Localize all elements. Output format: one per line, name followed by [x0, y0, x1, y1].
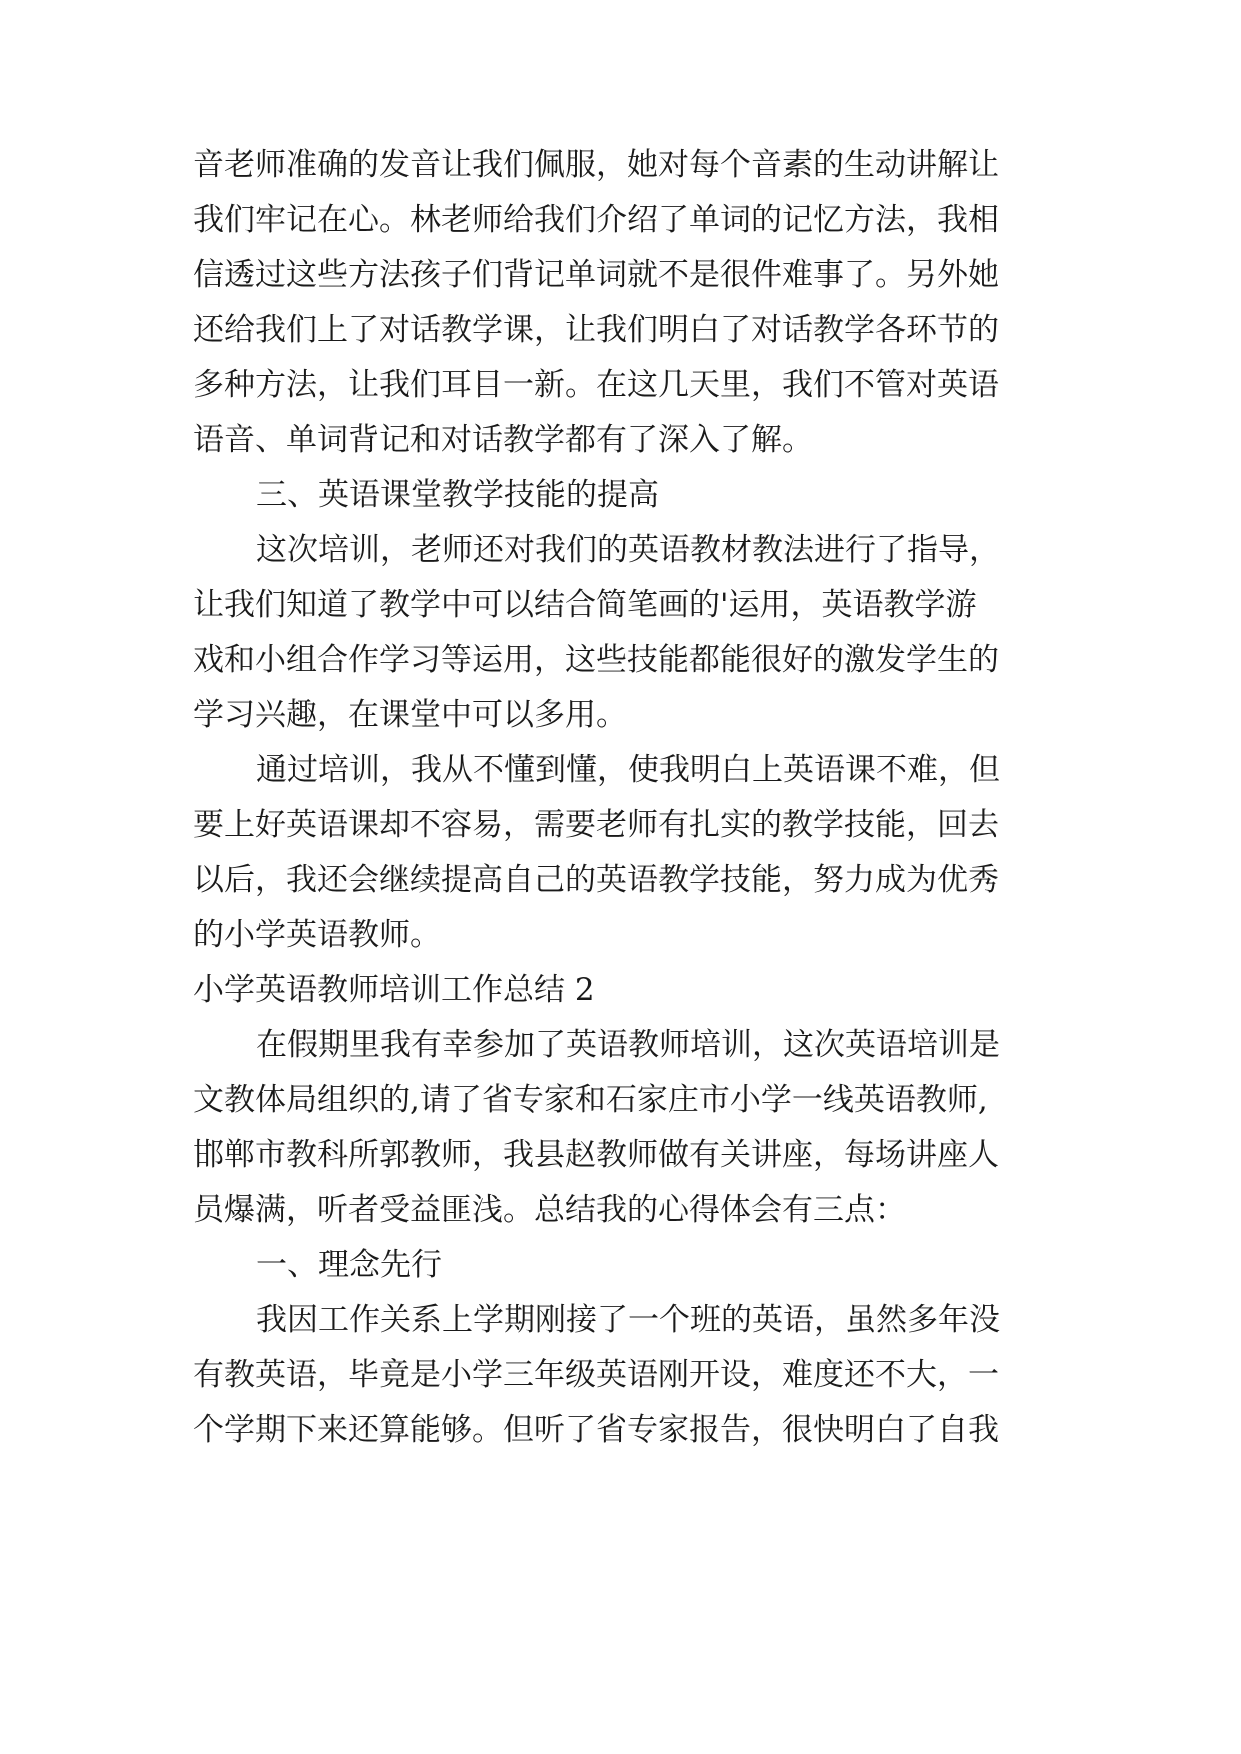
paragraph-line: 有教英语，毕竟是小学三年级英语刚开设，难度还不大，一	[193, 1357, 999, 1393]
paragraph-line: 学习兴趣，在课堂中可以多用。	[193, 697, 627, 733]
section-heading: 三、英语课堂教学技能的提高	[256, 477, 659, 513]
paragraph-line: 音老师准确的发音让我们佩服，她对每个音素的生动讲解让	[193, 147, 999, 183]
section-heading: 一、理念先行	[256, 1247, 442, 1283]
paragraph-line: 员爆满，听者受益匪浅。总结我的心得体会有三点：	[193, 1192, 906, 1228]
paragraph-line: 要上好英语课却不容易，需要老师有扎实的教学技能，回去	[193, 807, 999, 843]
paragraph-line: 以后，我还会继续提高自己的英语教学技能，努力成为优秀	[193, 862, 999, 898]
paragraph-line: 信透过这些方法孩子们背记单词就不是很件难事了。另外她	[193, 257, 999, 293]
paragraph-line: 文教体局组织的,请了省专家和石家庄市小学一线英语教师,	[193, 1082, 988, 1118]
paragraph-line: 语音、单词背记和对话教学都有了深入了解。	[193, 422, 813, 458]
document-title: 小学英语教师培训工作总结 2	[193, 972, 595, 1008]
paragraph-line: 我因工作关系上学期刚接了一个班的英语，虽然多年没	[256, 1302, 1000, 1338]
paragraph-line: 在假期里我有幸参加了英语教师培训，这次英语培训是	[256, 1027, 1000, 1063]
paragraph-line: 这次培训，老师还对我们的英语教材教法进行了指导，	[256, 532, 1000, 568]
paragraph-line: 的小学英语教师。	[193, 917, 441, 953]
paragraph-line: 邯郸市教科所郭教师，我县赵教师做有关讲座，每场讲座人	[193, 1137, 999, 1173]
paragraph-line: 个学期下来还算能够。但听了省专家报告，很快明白了自我	[193, 1412, 999, 1448]
paragraph-line: 通过培训，我从不懂到懂，使我明白上英语课不难，但	[256, 752, 1000, 788]
paragraph-line: 戏和小组合作学习等运用，这些技能都能很好的激发学生的	[193, 642, 999, 678]
paragraph-line: 多种方法，让我们耳目一新。在这几天里，我们不管对英语	[193, 367, 999, 403]
paragraph-line: 还给我们上了对话教学课，让我们明白了对话教学各环节的	[193, 312, 999, 348]
paragraph-line: 我们牢记在心。林老师给我们介绍了单词的记忆方法，我相	[193, 202, 999, 238]
paragraph-line: 让我们知道了教学中可以结合简笔画的'运用，英语教学游	[193, 587, 977, 623]
